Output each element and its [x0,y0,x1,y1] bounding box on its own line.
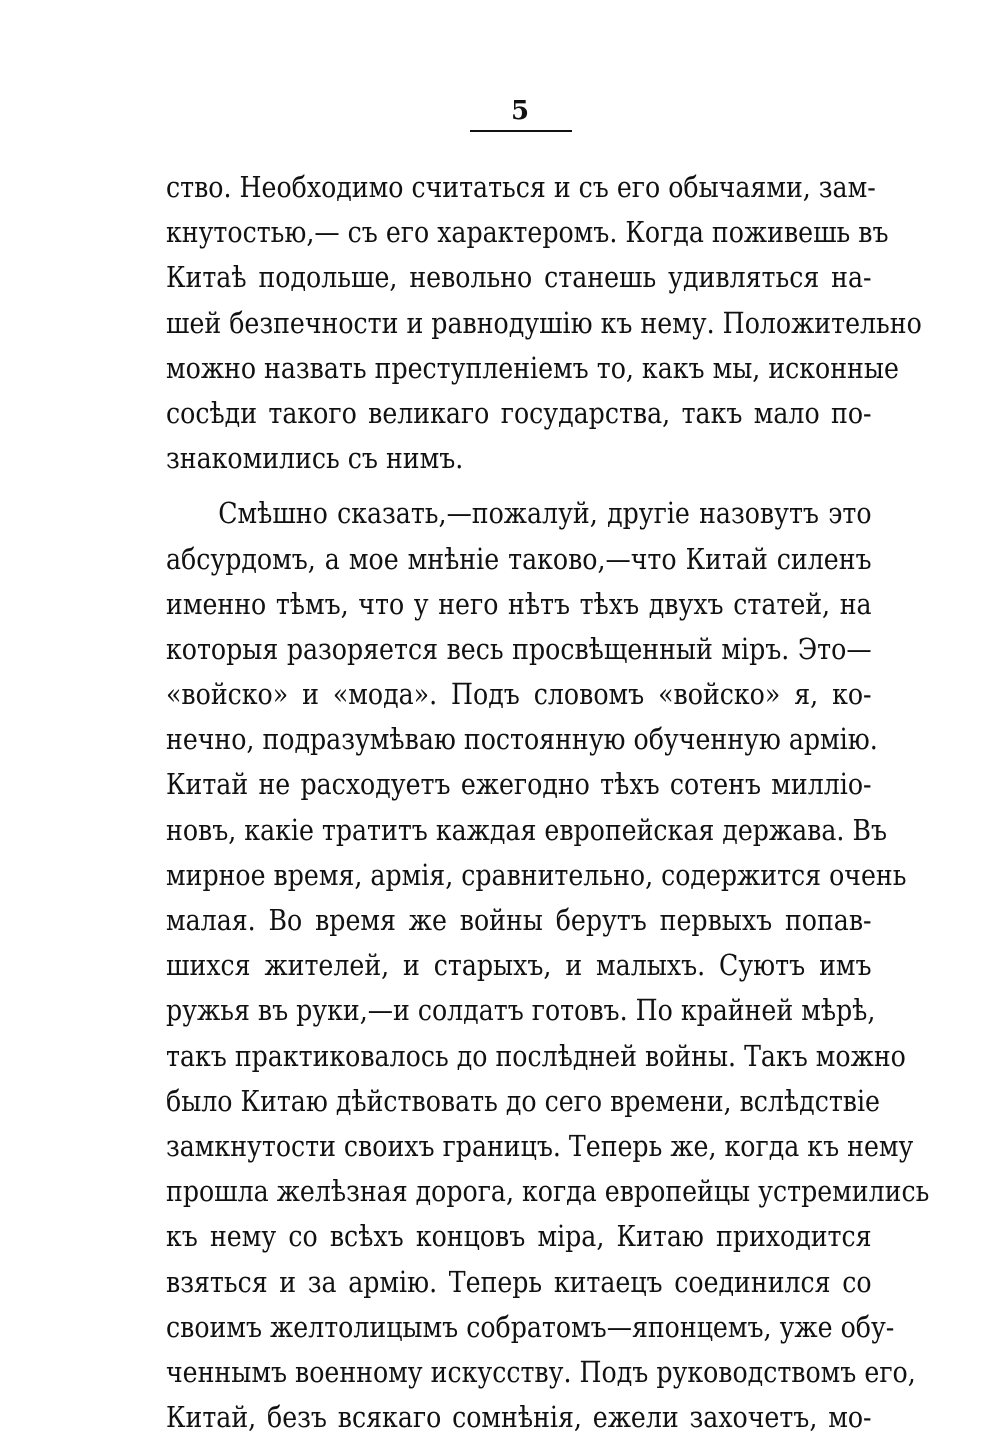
text-line: Китаѣ подольше, невольно станешь удивляться на- [166,260,872,295]
text-line: кнутостью,— съ его характеромъ. Когда поживешь въ [166,215,889,250]
text-line: знакомились съ нимъ. [166,441,464,476]
body-text [166,165,930,1440]
text-line: можно назвать преступленіемъ то, какъ мы, исконные [166,350,899,385]
text-line: прошла желѣзная дорога, когда европейцы устремились [166,1174,930,1209]
text-line: шихся жителей, и старыхъ, и малыхъ. Суютъ имъ [166,948,872,983]
text-line: именно тѣмъ, что у него нѣтъ тѣхъ двухъ статей, на [166,586,872,621]
text-line: ченнымъ военному искусству. Подъ руководствомъ его, [166,1354,916,1389]
text-line: новъ, какіе тратитъ каждая европейская держава. Въ [166,812,888,847]
text-line: къ нему со всѣхъ концовъ міра, Китаю приходится [166,1219,872,1254]
paragraph-gap [166,481,872,491]
text-line: замкнутости своихъ границъ. Теперь же, когда къ нему [166,1128,914,1163]
text-line: «войско» и «мода». Подъ словомъ «войско» я, ко- [166,677,872,712]
text-line: сосѣди такого великаго государства, такъ мало по- [166,395,872,430]
text-line: такъ практиковалось до послѣдней войны. Такъ можно [166,1038,906,1073]
text-line: ружья въ руки,—и солдатъ готовъ. По крайней мѣрѣ, [166,993,876,1028]
text-line: взяться и за армію. Теперь китаецъ соединился со [166,1264,872,1299]
page-number: 5 [510,96,530,126]
text-line: было Китаю дѣйствовать до сего времени, вслѣдствіе [166,1083,880,1118]
text-line: малая. Во время же войны берутъ первыхъ попав- [166,903,872,937]
page-number-rule [470,130,572,132]
text-line: которыя разоряется весь просвѣщенный міръ. Это— [166,631,872,666]
text-line: Китай, безъ всякаго сомнѣнія, ежели захочетъ, мо- [166,1400,872,1435]
text-line: нечно, подразумѣваю постоянную обученную армію. [166,722,878,757]
text-line: шей безпечности и равнодушію къ нему. Положительно [166,305,922,340]
text-line: своимъ желтолицымъ собратомъ—японцемъ, уже обу- [166,1309,895,1344]
text-line: мирное время, армія, сравнительно, содержится очень [166,857,907,892]
text-line: Смѣшно сказать,—пожалуй, другіе назовутъ это [218,496,872,531]
text-line: абсурдомъ, а мое мнѣніе таково,—что Китай силенъ [166,541,872,576]
text-line: ство. Необходимо считаться и съ его обычаями, зам- [166,170,876,204]
text-line: Китай не расходуетъ ежегодно тѣхъ сотенъ милліо- [166,767,872,802]
